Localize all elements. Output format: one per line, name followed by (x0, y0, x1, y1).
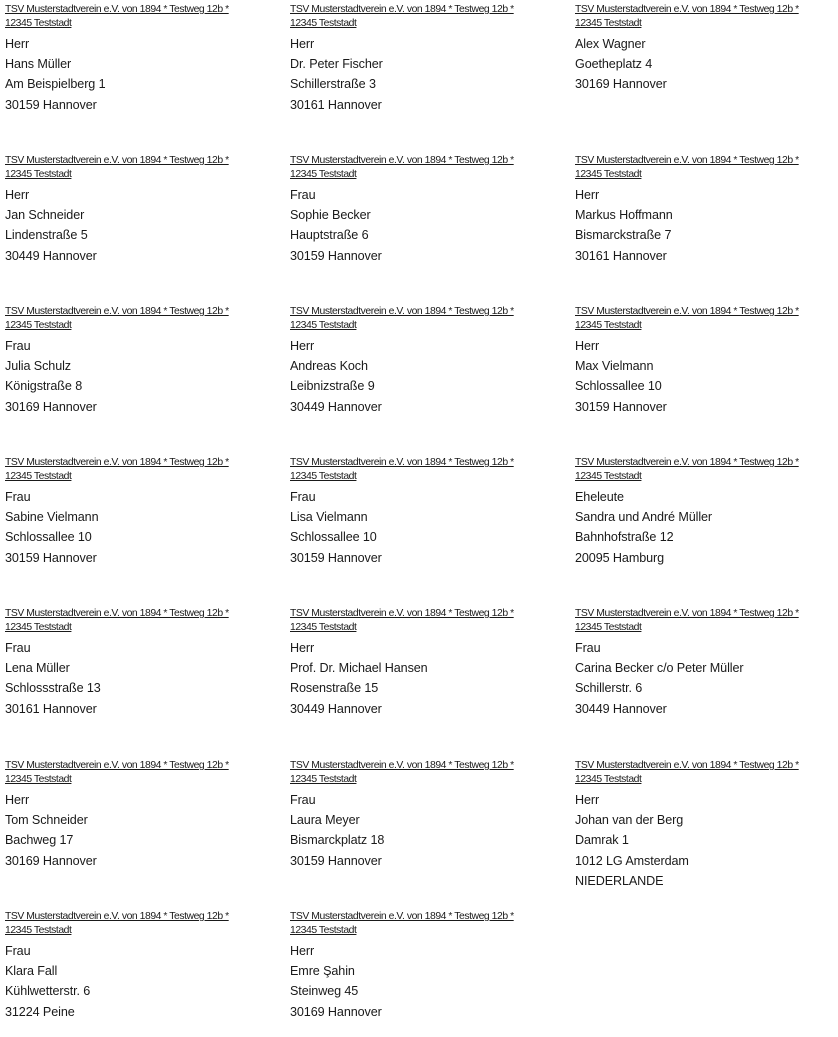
sender-return-address (290, 305, 575, 333)
recipient-address-line: Lena Müller (5, 661, 70, 676)
sender-line-2: 12345 Teststadt (290, 18, 357, 29)
sender-line-1: TSV Musterstadtverein e.V. von 1894 * Testweg 12b * (5, 4, 229, 15)
recipient-address-line: Lisa Vielmann (290, 510, 368, 525)
sender-line-2: 12345 Teststadt (290, 320, 357, 331)
recipient-address-line: Frau (290, 793, 316, 807)
recipient-address-line: Prof. Dr. Michael Hansen (290, 661, 428, 676)
recipient-address-line: Herr (290, 37, 315, 51)
address-label (290, 2, 575, 115)
recipient-address-line: Bismarckplatz 18 (290, 833, 385, 848)
address-label (290, 909, 575, 1022)
recipient-address-line: Bahnhofstraße 12 (575, 530, 674, 545)
recipient-address-line: Herr (575, 339, 600, 353)
sender-return-address (5, 607, 290, 635)
sender-line-1: TSV Musterstadtverein e.V. von 1894 * Testweg 12b * (575, 457, 799, 468)
recipient-address-line: Schlossallee 10 (5, 530, 92, 545)
recipient-address-line: Leibnizstraße 9 (290, 379, 375, 394)
sender-return-address (575, 456, 833, 484)
recipient-address-line: 30159 Hannover (5, 550, 97, 565)
recipient-address (5, 487, 290, 568)
recipient-address-line: Andreas Koch (290, 359, 368, 374)
sender-return-address (5, 154, 290, 182)
sender-line-2: 12345 Teststadt (5, 471, 72, 482)
address-label (575, 2, 833, 95)
sender-line-1: TSV Musterstadtverein e.V. von 1894 * Testweg 12b * (290, 155, 514, 166)
recipient-address (5, 941, 290, 1022)
recipient-address (5, 185, 290, 266)
sender-return-address (575, 3, 833, 31)
recipient-address-line: 30161 Hannover (290, 97, 382, 112)
recipient-address-line: Frau (575, 641, 601, 655)
recipient-address-line: Frau (5, 339, 31, 353)
sender-line-1: TSV Musterstadtverein e.V. von 1894 * Testweg 12b * (290, 760, 514, 771)
recipient-address (575, 638, 833, 719)
sender-line-2: 12345 Teststadt (575, 169, 642, 180)
recipient-address-line: Herr (575, 188, 600, 202)
recipient-address-line: Eheleute (575, 490, 624, 504)
address-label (290, 606, 575, 719)
address-label (5, 606, 290, 719)
address-label (575, 606, 833, 719)
recipient-address-line: Goetheplatz 4 (575, 57, 653, 72)
recipient-address-line: Jan Schneider (5, 208, 85, 223)
sender-return-address (290, 607, 575, 635)
recipient-address-line: Kühlwetterstr. 6 (5, 984, 91, 999)
recipient-address-line: Lindenstraße 5 (5, 228, 88, 243)
sender-line-1: TSV Musterstadtverein e.V. von 1894 * Testweg 12b * (5, 760, 229, 771)
sender-line-1: TSV Musterstadtverein e.V. von 1894 * Testweg 12b * (290, 911, 514, 922)
recipient-address-line: Hans Müller (5, 57, 72, 72)
sender-line-1: TSV Musterstadtverein e.V. von 1894 * Testweg 12b * (5, 911, 229, 922)
recipient-address-line: Sabine Vielmann (5, 510, 99, 525)
sender-line-2: 12345 Teststadt (5, 169, 72, 180)
sender-line-1: TSV Musterstadtverein e.V. von 1894 * Testweg 12b * (575, 760, 799, 771)
sender-line-1: TSV Musterstadtverein e.V. von 1894 * Testweg 12b * (290, 457, 514, 468)
recipient-address-line: Rosenstraße 15 (290, 681, 379, 696)
recipient-address-line: Klara Fall (5, 964, 58, 979)
recipient-address-line: Hauptstraße 6 (290, 228, 369, 243)
recipient-address-line: Herr (5, 37, 30, 51)
recipient-address (575, 487, 833, 568)
recipient-address (290, 336, 575, 417)
recipient-address-line: Frau (290, 490, 316, 504)
sender-line-2: 12345 Teststadt (575, 622, 642, 633)
recipient-address (575, 185, 833, 266)
recipient-address-line: Sandra und André Müller (575, 510, 713, 525)
recipient-address-line: Frau (5, 490, 31, 504)
sender-line-2: 12345 Teststadt (5, 622, 72, 633)
sender-line-2: 12345 Teststadt (290, 471, 357, 482)
sender-line-1: TSV Musterstadtverein e.V. von 1894 * Testweg 12b * (290, 608, 514, 619)
recipient-address-line: Steinweg 45 (290, 984, 359, 999)
recipient-address-line: Bachweg 17 (5, 833, 74, 848)
sender-line-2: 12345 Teststadt (5, 774, 72, 785)
sender-line-2: 12345 Teststadt (575, 471, 642, 482)
address-label (5, 909, 290, 1022)
recipient-address-line: Herr (575, 793, 600, 807)
recipient-address-line: 30159 Hannover (290, 248, 382, 263)
sender-return-address (5, 3, 290, 31)
recipient-address-line: Schillerstr. 6 (575, 681, 643, 696)
recipient-address-line: 30159 Hannover (575, 399, 667, 414)
recipient-address-line: Herr (5, 793, 30, 807)
recipient-address-line: Laura Meyer (290, 813, 360, 828)
recipient-address-line: 30449 Hannover (5, 248, 97, 263)
recipient-address (5, 34, 290, 115)
address-label (290, 455, 575, 568)
sender-line-1: TSV Musterstadtverein e.V. von 1894 * Testweg 12b * (5, 608, 229, 619)
recipient-address-line: 30169 Hannover (5, 399, 97, 414)
sender-line-2: 12345 Teststadt (575, 18, 642, 29)
recipient-address-line: Schillerstraße 3 (290, 77, 376, 92)
recipient-address-line: Am Beispielberg 1 (5, 77, 106, 92)
address-label (575, 153, 833, 266)
recipient-address (290, 941, 575, 1022)
sender-line-1: TSV Musterstadtverein e.V. von 1894 * Testweg 12b * (575, 155, 799, 166)
recipient-address (5, 790, 290, 871)
sender-return-address (5, 910, 290, 938)
recipient-address-line: Herr (290, 641, 315, 655)
recipient-address-line: Sophie Becker (290, 208, 371, 223)
recipient-address-line: 30169 Hannover (290, 1004, 382, 1019)
address-label (5, 455, 290, 568)
recipient-address-line: Schlossallee 10 (575, 379, 662, 394)
recipient-address-line: Schlossstraße 13 (5, 681, 101, 696)
sender-line-1: TSV Musterstadtverein e.V. von 1894 * Testweg 12b * (575, 4, 799, 15)
address-label (575, 758, 833, 891)
recipient-address-line: 30449 Hannover (290, 399, 382, 414)
address-label (290, 758, 575, 871)
sender-line-2: 12345 Teststadt (575, 320, 642, 331)
sender-line-1: TSV Musterstadtverein e.V. von 1894 * Testweg 12b * (290, 4, 514, 15)
sender-line-2: 12345 Teststadt (5, 925, 72, 936)
recipient-address (575, 336, 833, 417)
sender-return-address (5, 759, 290, 787)
sender-line-1: TSV Musterstadtverein e.V. von 1894 * Testweg 12b * (290, 306, 514, 317)
sender-return-address (5, 456, 290, 484)
sender-return-address (290, 759, 575, 787)
recipient-address (290, 487, 575, 568)
recipient-address-line: 1012 LG Amsterdam (575, 853, 689, 868)
recipient-address-line: Johan van der Berg (575, 813, 684, 828)
recipient-address (290, 185, 575, 266)
recipient-address-line: Dr. Peter Fischer (290, 57, 383, 72)
sender-line-2: 12345 Teststadt (290, 622, 357, 633)
sender-line-2: 12345 Teststadt (290, 774, 357, 785)
address-label (290, 304, 575, 417)
recipient-address-line: 30159 Hannover (290, 853, 382, 868)
address-label (5, 153, 290, 266)
sender-line-1: TSV Musterstadtverein e.V. von 1894 * Testweg 12b * (5, 306, 229, 317)
recipient-address-line: Alex Wagner (575, 37, 646, 51)
sender-return-address (290, 3, 575, 31)
sender-line-1: TSV Musterstadtverein e.V. von 1894 * Testweg 12b * (5, 457, 229, 468)
recipient-address-line: 30449 Hannover (290, 701, 382, 716)
recipient-address-line: 30169 Hannover (5, 853, 97, 868)
sender-line-1: TSV Musterstadtverein e.V. von 1894 * Testweg 12b * (5, 155, 229, 166)
recipient-address-line: Frau (5, 641, 31, 655)
sender-return-address (290, 456, 575, 484)
sender-return-address (575, 759, 833, 787)
recipient-address (290, 790, 575, 871)
sender-return-address (290, 910, 575, 938)
recipient-address-line: 30449 Hannover (575, 701, 667, 716)
recipient-address-line: Herr (290, 339, 315, 353)
recipient-address-line: 20095 Hamburg (575, 550, 665, 565)
sender-line-1: TSV Musterstadtverein e.V. von 1894 * Testweg 12b * (575, 608, 799, 619)
recipient-address-line: Markus Hoffmann (575, 208, 673, 223)
address-label (575, 455, 833, 568)
recipient-address-line: Carina Becker c/o Peter Müller (575, 661, 744, 676)
recipient-address-line: 31224 Peine (5, 1004, 75, 1019)
sender-line-2: 12345 Teststadt (5, 18, 72, 29)
recipient-address (575, 34, 833, 95)
recipient-address-line: 30159 Hannover (5, 97, 97, 112)
recipient-address-line: Schlossallee 10 (290, 530, 377, 545)
sender-return-address (575, 305, 833, 333)
address-label (5, 758, 290, 871)
address-label (290, 153, 575, 266)
recipient-address-line: 30169 Hannover (575, 77, 667, 92)
sender-line-2: 12345 Teststadt (290, 925, 357, 936)
sender-line-2: 12345 Teststadt (290, 169, 357, 180)
recipient-address-line: Herr (5, 188, 30, 202)
recipient-address-line: NIEDERLANDE (575, 873, 664, 888)
recipient-address-line: Max Vielmann (575, 359, 654, 374)
sender-return-address (290, 154, 575, 182)
address-label (5, 2, 290, 115)
recipient-address-line: Herr (290, 944, 315, 958)
recipient-address-line: Emre Şahin (290, 964, 355, 979)
sender-line-2: 12345 Teststadt (5, 320, 72, 331)
recipient-address-line: Bismarckstraße 7 (575, 228, 672, 243)
sender-return-address (575, 154, 833, 182)
recipient-address (5, 336, 290, 417)
recipient-address-line: Damrak 1 (575, 833, 629, 848)
recipient-address-line: 30161 Hannover (5, 701, 97, 716)
recipient-address-line: Frau (290, 188, 316, 202)
recipient-address (5, 638, 290, 719)
sender-return-address (5, 305, 290, 333)
recipient-address (290, 34, 575, 115)
sender-return-address (575, 607, 833, 635)
recipient-address-line: Frau (5, 944, 31, 958)
recipient-address-line: Königstraße 8 (5, 379, 83, 394)
recipient-address-line: Julia Schulz (5, 359, 71, 374)
recipient-address (575, 790, 833, 891)
sender-line-1: TSV Musterstadtverein e.V. von 1894 * Testweg 12b * (575, 306, 799, 317)
recipient-address-line: 30161 Hannover (575, 248, 667, 263)
recipient-address-line: Tom Schneider (5, 813, 88, 828)
address-label (5, 304, 290, 417)
recipient-address (290, 638, 575, 719)
address-label (575, 304, 833, 417)
sender-line-2: 12345 Teststadt (575, 774, 642, 785)
recipient-address-line: 30159 Hannover (290, 550, 382, 565)
